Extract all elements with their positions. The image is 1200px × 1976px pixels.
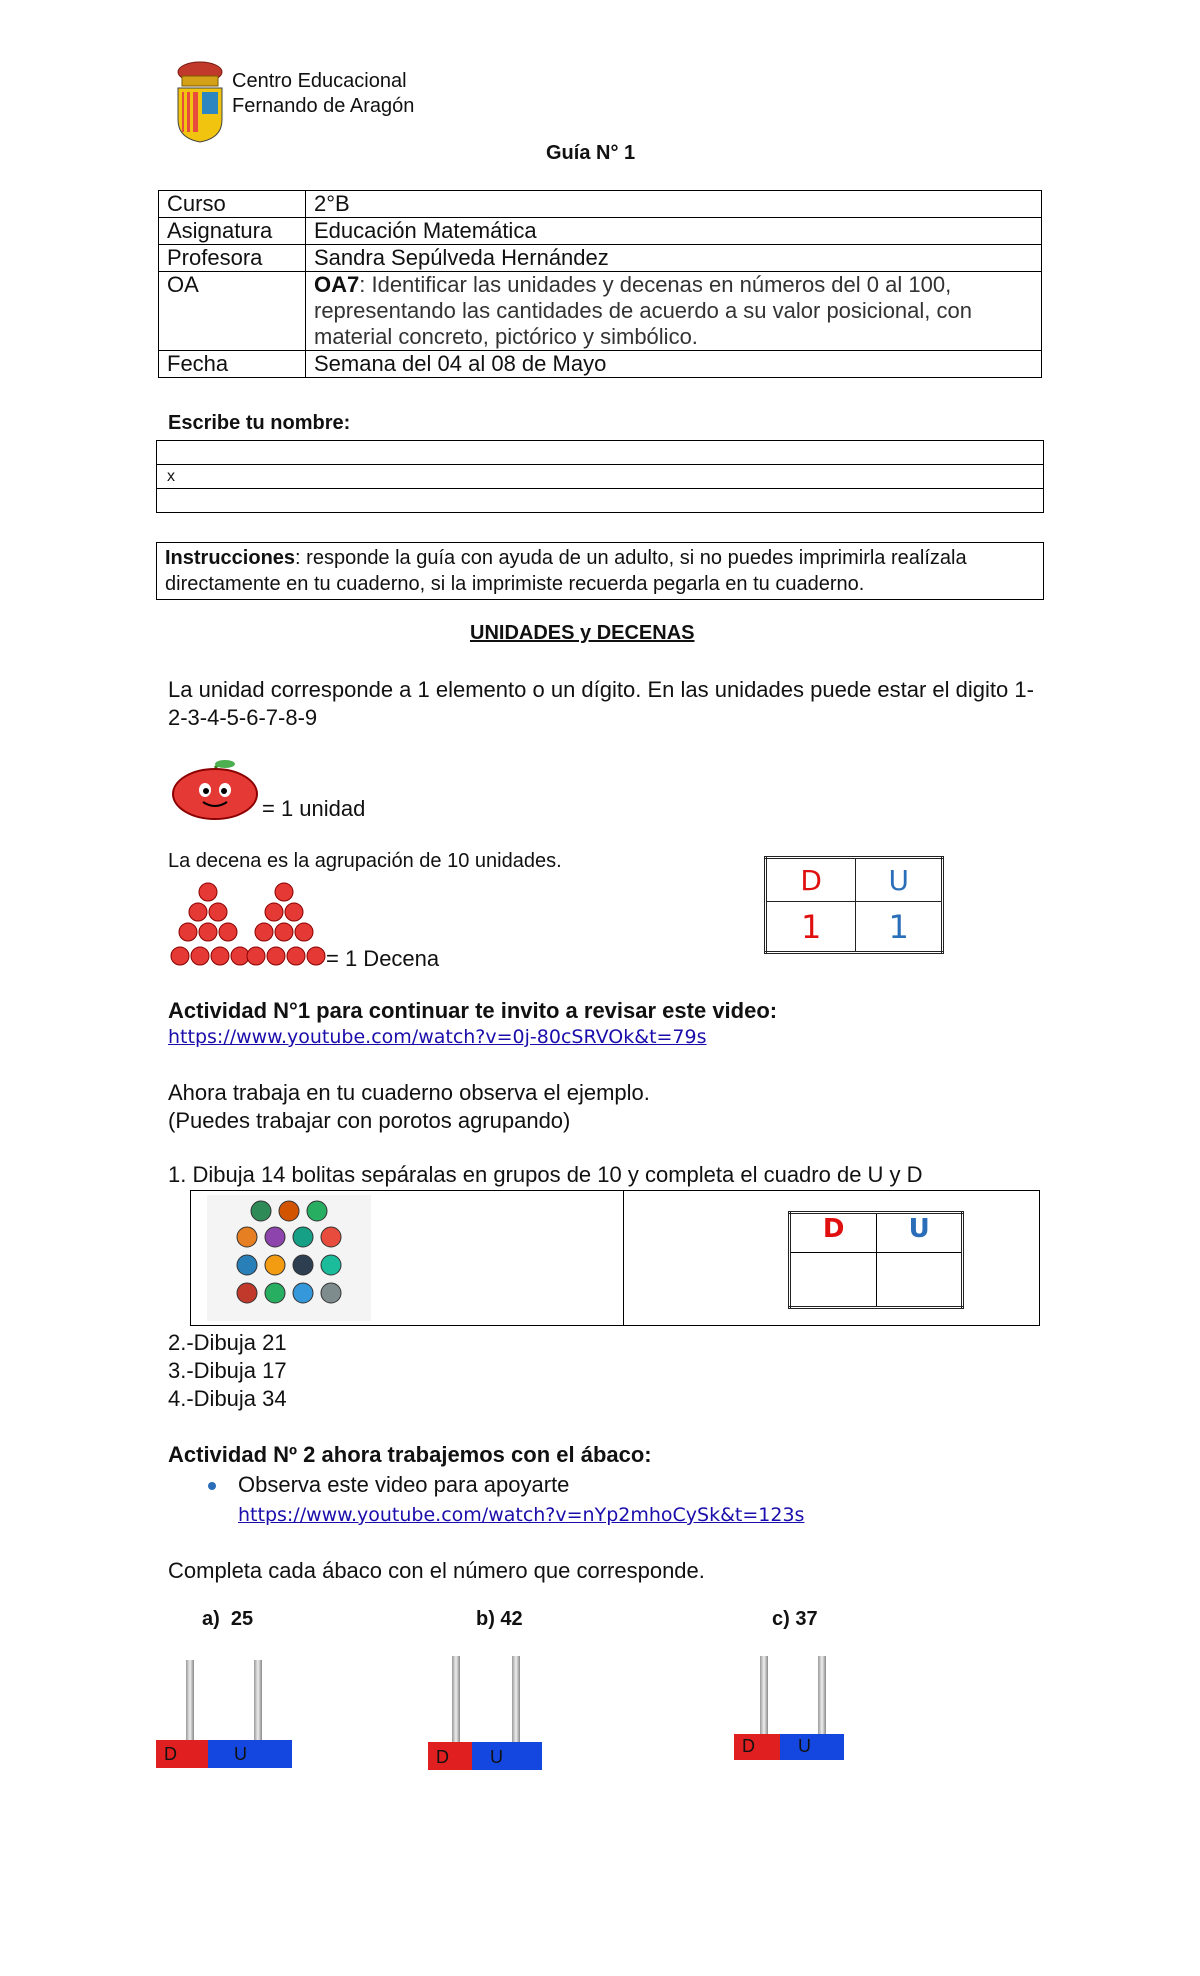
name-line[interactable] [157, 489, 1044, 513]
activity1-text1: Ahora trabaja en tu cuaderno observa el ejemplo. [168, 1080, 650, 1105]
oa-description: : Identificar las unidades y decenas en números del 0 al 100, representando las cantidades de acuerdo a su valor posicional, con material concreto, pictórico y simbólico. [314, 272, 972, 349]
du-answer-header-d: D [790, 1213, 877, 1253]
activity2-video-link[interactable]: https://www.youtube.com/watch?v=nYp2mhoCySk&t=123s [238, 1504, 805, 1526]
du-value-d: 1 [766, 902, 856, 953]
activity1-task3: 3.-Dibuja 17 [168, 1358, 287, 1383]
du-answer-header-u: U [877, 1213, 963, 1253]
du-value-u: 1 [856, 902, 943, 953]
bullet-icon [208, 1482, 216, 1490]
info-key: Asignatura [159, 218, 306, 245]
info-row-curso [159, 191, 1042, 218]
school-name-line2: Fernando de Aragón [232, 95, 415, 117]
abacus-u-base: U [780, 1734, 844, 1760]
name-line[interactable] [157, 441, 1044, 465]
activity1-task4: 4.-Dibuja 34 [168, 1386, 287, 1411]
info-key: Curso [159, 191, 306, 218]
name-line[interactable]: x [157, 465, 1044, 489]
info-key: Profesora [159, 245, 306, 272]
du-header-d: D [766, 858, 856, 902]
activity2-instruction: Completa cada ábaco con el número que corresponde. [168, 1558, 705, 1583]
decena-equation: = 1 Decena [326, 946, 440, 971]
info-value: Educación Matemática [306, 218, 1042, 245]
unit-equation: = 1 unidad [262, 796, 366, 821]
abacus-a [156, 1660, 292, 1768]
abacus-c-label: c) 37 [772, 1608, 818, 1630]
abacus-u-base: U [208, 1740, 292, 1768]
name-label: Escribe tu nombre: [168, 412, 351, 434]
activity1-task1: 1. Dibuja 14 bolitas sepáralas en grupos de 10 y completa el cuadro de U y D [168, 1162, 923, 1187]
decena-definition: La decena es la agrupación de 10 unidades. [168, 850, 562, 872]
oa-code: OA7 [314, 272, 360, 297]
section-title: UNIDADES y DECENAS [470, 622, 695, 644]
du-answer-u[interactable] [877, 1253, 963, 1308]
info-value: Semana del 04 al 08 de Mayo [306, 351, 1042, 378]
abacus-b [428, 1656, 542, 1770]
instructions-text: : responde la guía con ayuda de un adulto, si no puedes imprimirla realízala directamente en tu cuaderno, si la imprimiste recuerda pegarla en tu cuaderno. [165, 547, 967, 595]
activity1-task2: 2.-Dibuja 21 [168, 1330, 287, 1355]
abacus-u-base: U [472, 1742, 542, 1770]
activity2-title: Actividad Nº 2 ahora trabajemos con el ábaco: [168, 1442, 652, 1467]
activity2-bullet: Observa este video para apoyarte [238, 1472, 570, 1497]
school-name-line1: Centro Educacional [232, 70, 407, 92]
info-row-fecha [159, 351, 1042, 378]
activity1-text2: (Puedes trabajar con porotos agrupando) [168, 1108, 571, 1133]
guide-title: Guía N° 1 [546, 142, 636, 164]
du-example-table [764, 856, 944, 954]
abacus-a-label: a) 25 [202, 1608, 254, 1630]
info-row-oa [159, 272, 1042, 351]
abacus-b-label: b) 42 [476, 1608, 523, 1630]
apple-icon [170, 758, 260, 820]
abacus-d-base: D [156, 1740, 208, 1768]
du-header-u: U [856, 858, 943, 902]
info-key: OA [159, 272, 306, 351]
apple-groups-icon [170, 878, 326, 970]
school-logo [170, 60, 230, 144]
instructions-box [156, 542, 1044, 600]
activity1-box [190, 1190, 1040, 1326]
info-value: 2°B [306, 191, 1042, 218]
activity1-title: Actividad N°1 para continuar te invito a revisar este video: [168, 998, 778, 1023]
du-answer-d[interactable] [790, 1253, 877, 1308]
marbles-image [207, 1195, 371, 1321]
instructions-label: Instrucciones [165, 547, 296, 569]
unit-definition: La unidad corresponde a 1 elemento o un dígito. En las unidades puede estar el digito 1-2-3-4-5-6-7-8-9 [168, 677, 1034, 730]
du-answer-cell [624, 1191, 1040, 1326]
name-field-table[interactable] [156, 440, 1044, 513]
abacus-d-base: D [428, 1742, 472, 1770]
info-table [158, 190, 1042, 378]
info-key: Fecha [159, 351, 306, 378]
info-value: Sandra Sepúlveda Hernández [306, 245, 1042, 272]
activity1-video-link[interactable]: https://www.youtube.com/watch?v=0j-80cSRVOk&t=79s [168, 1026, 707, 1048]
info-value-oa [306, 272, 1042, 351]
info-row-asignatura [159, 218, 1042, 245]
marbles-cell [191, 1191, 624, 1326]
abacus-a-number: 25 [230, 1608, 254, 1630]
info-row-profesora [159, 245, 1042, 272]
abacus-d-base: D [734, 1734, 780, 1760]
abacus-c [734, 1656, 844, 1760]
du-answer-table[interactable] [788, 1211, 964, 1309]
